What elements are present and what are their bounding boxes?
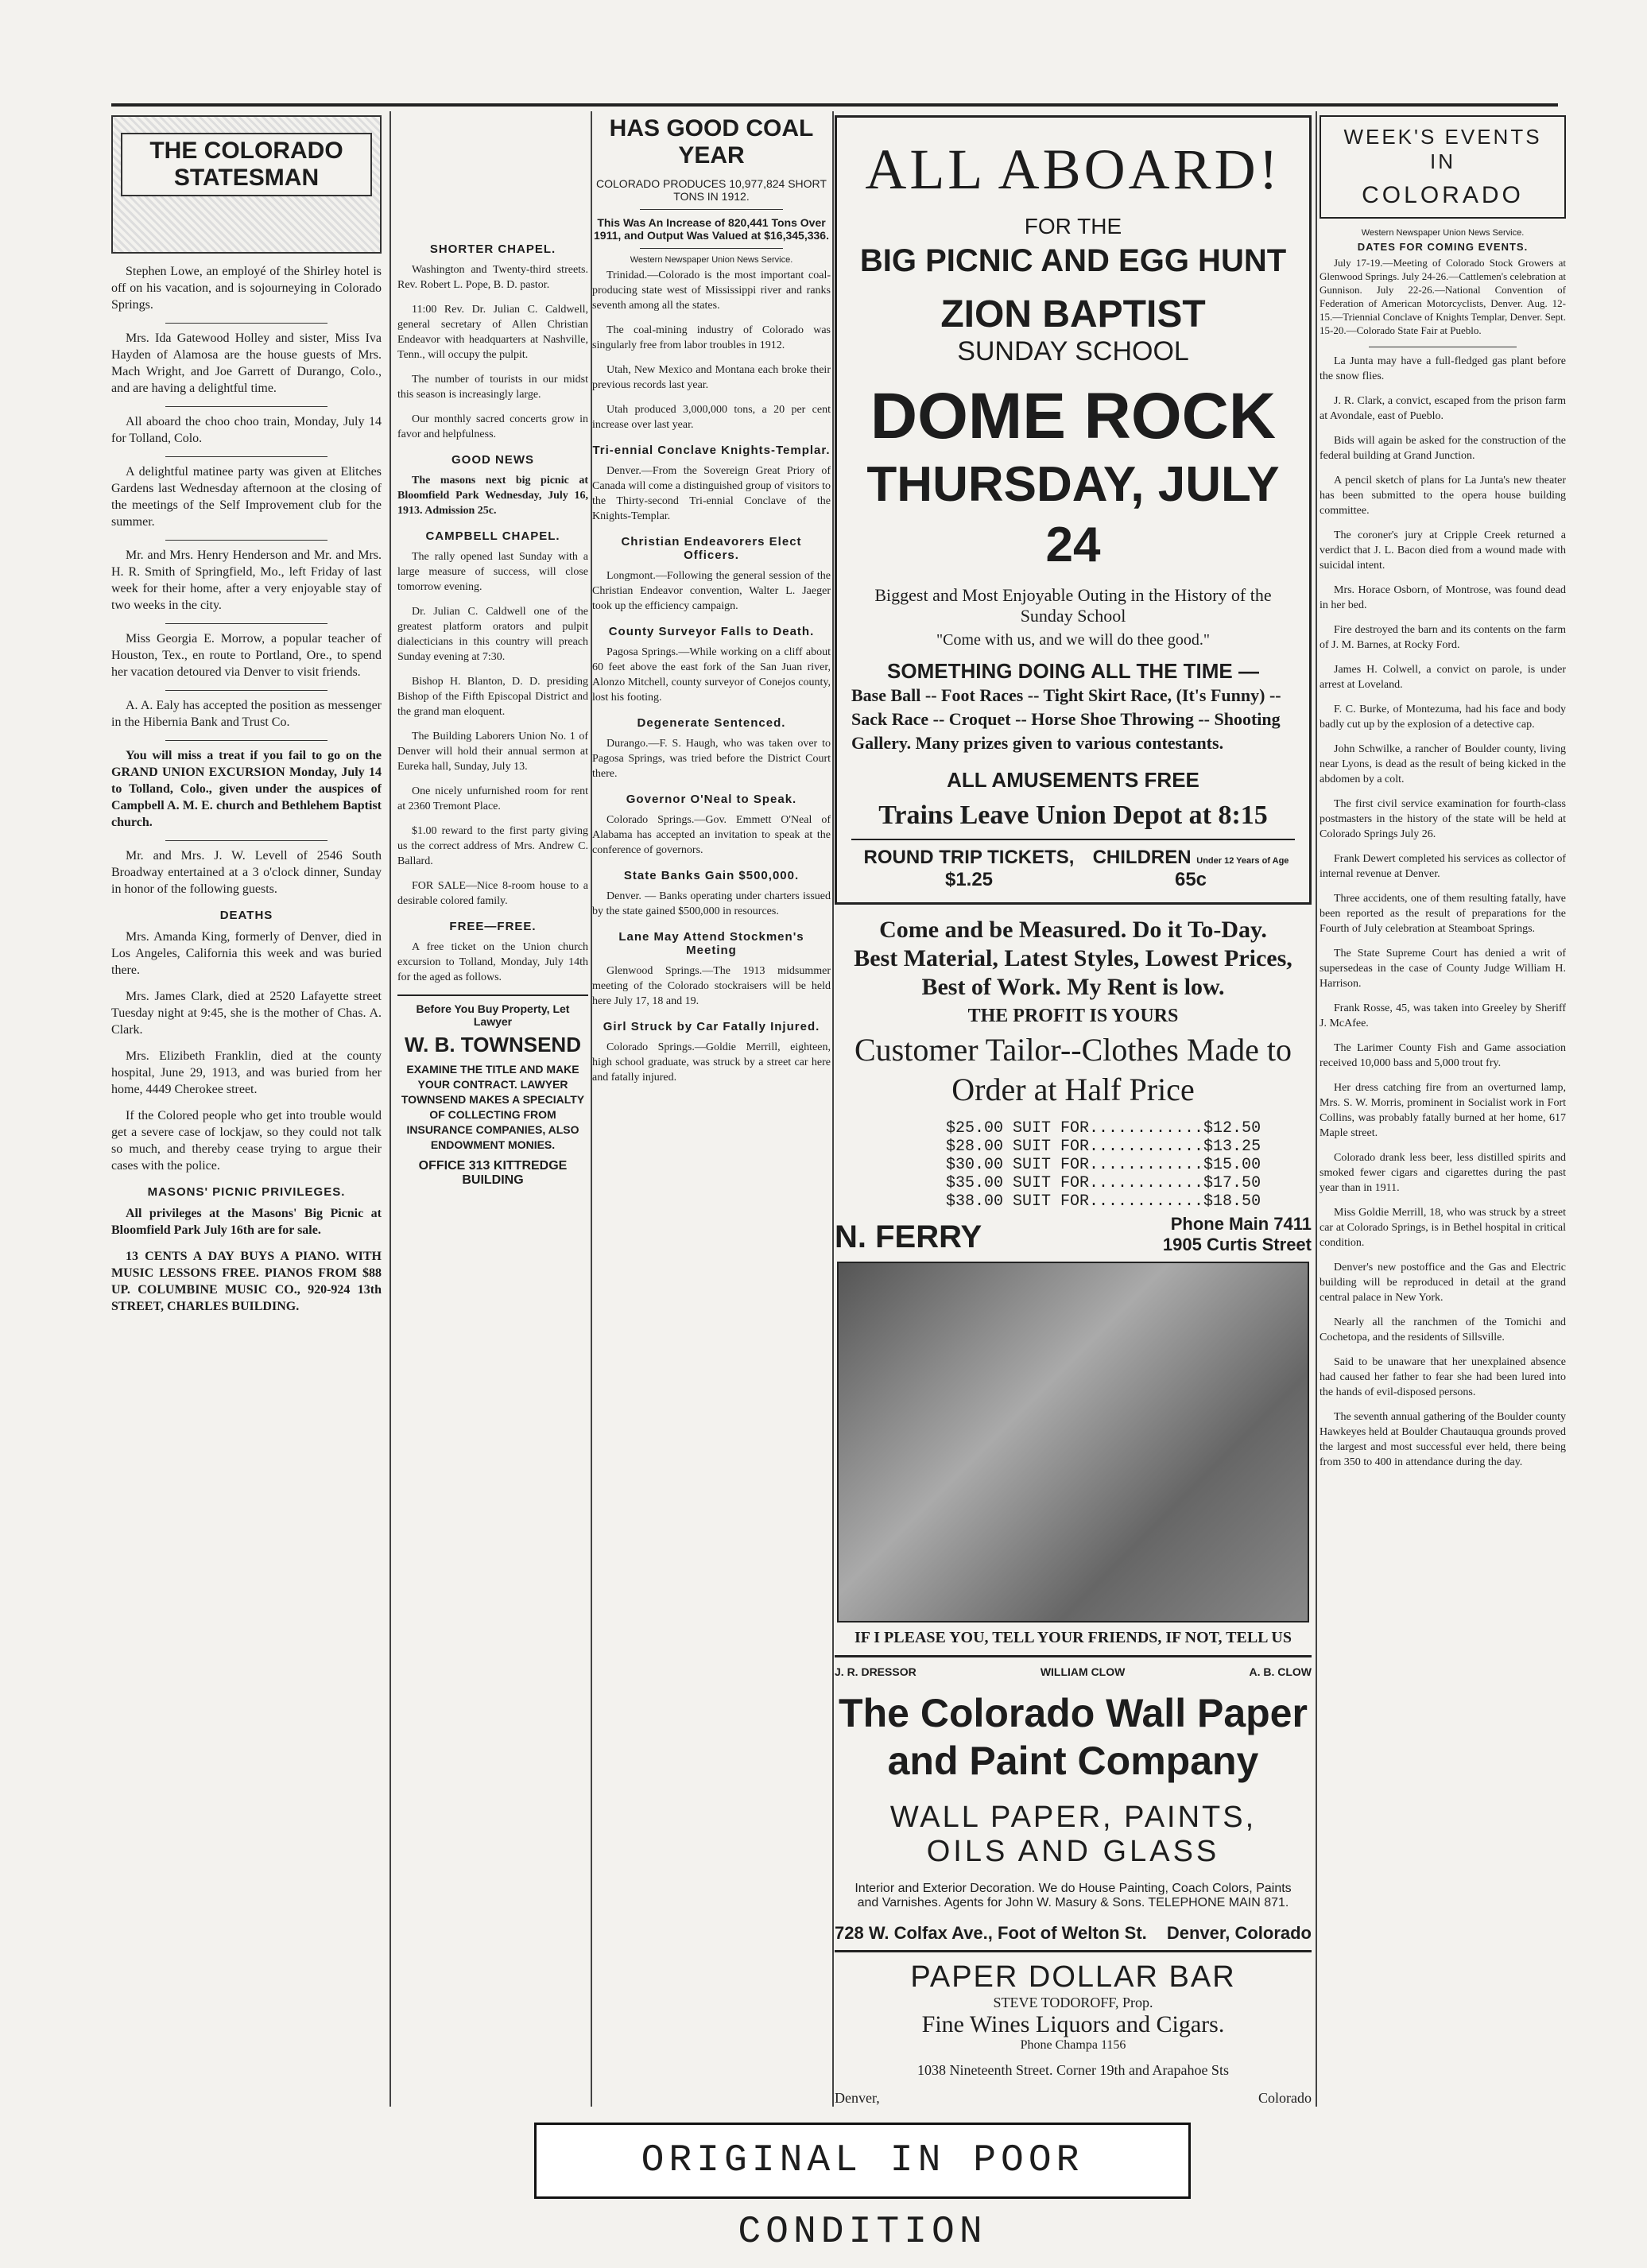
ad-text: WALL PAPER, PAINTS, [889, 1801, 1257, 1834]
paragraph: Denver.—From the Sovereign Great Priory of Canada will come a distinguished group of visitors to the Thirty-second Tri-ennial Conclave of the Knights-Templar. [592, 465, 831, 522]
ad-text: WEEK'S EVENTS [1343, 125, 1542, 149]
good-news-heading: GOOD NEWS [451, 453, 534, 467]
paragraph: Denver. — Banks operating under charters issued by the state gained $500,000 in resources. [592, 890, 831, 917]
paragraph: One nicely unfurnished room for rent at 2360 Tremont Place. [397, 785, 588, 812]
wallpaper-address [835, 1923, 1312, 1952]
paragraph: The rally opened last Sunday with a large measure of success, will close tomorrow evening. [397, 551, 588, 593]
suit-price: $35.00 SUIT FOR............$17.50 [946, 1174, 1261, 1192]
ad-text: ZION BAPTIST [940, 293, 1206, 335]
masons-heading: MASONS' PICNIC PRIVILEGES. [147, 1185, 346, 1199]
paragraph: A. A. Ealy has accepted the position as messenger in the Hibernia Bank and Trust Co. [111, 699, 382, 729]
paragraph: Mrs. Ida Gatewood Holley and sister, Miss Iva Hayden of Alamosa are the house guests of Mrs. Mach Wright, and Joe Garrett of Durango, Colo., and are having a delightful time. [111, 331, 382, 395]
city: Denver, Colorado [1166, 1923, 1312, 1943]
ad-text: SOMETHING DOING ALL THE TIME — [887, 659, 1259, 683]
ad-text: Order at Half Price [951, 1072, 1195, 1107]
ad-text: FOR THE [1024, 214, 1122, 238]
paragraph: F. C. Burke, of Montezuma, had his face and body badly cut up by the explosion of a detective cap. [1320, 704, 1566, 731]
paragraph: Colorado Springs.—Goldie Merrill, eighteen, high school graduate, was struck by a street car here and fatally injured. [592, 1041, 831, 1084]
paragraph: July 17-19.—Meeting of Colorado Stock Growers at Glenwood Springs. July 24-26.—Cattlemen's celebration at Gunnison. July 22-26.—National Convention of Federation of American Motorcyclists, Denver. Aug. 12-15.—Triennial Conclave of Knights Templar, Denver. Sept. 15-20.—Colorado State Fair at Pueblo. [1320, 257, 1566, 336]
paragraph: Nearly all the ranchmen of the Tomichi and Cochetopa, and the residents of Sillsville. [1320, 1316, 1566, 1343]
paragraph: Three accidents, one of them resulting fatally, have been reported as the result of preparations for the Fourth of July celebration at Steamboat Springs. [1320, 893, 1566, 935]
paragraph: Glenwood Springs.—The 1913 midsummer meeting of the Colorado stockraisers will be held here July 17, 18 and 19. [592, 965, 831, 1007]
paragraph: All privileges at the Masons' Big Picnic at Bloomfield Park July 16th are for sale. [111, 1207, 382, 1237]
paragraph: Mr. and Mrs. J. W. Levell of 2546 South Broadway entertained at a 3 o'clock dinner, Sunday in honor of the following guests. [111, 849, 382, 896]
news-service: Western Newspaper Union News Service. [1361, 228, 1525, 238]
excursion-notice: You will miss a treat if you fail to go on the GRAND UNION EXCURSION Monday, July 14 to Tolland, Colo., given under the auspices of Campbell A. M. E. church and Bethlehem Baptist church. [111, 749, 382, 829]
column-3 [592, 115, 831, 2103]
article-heading: Governor O'Neal to Speak. [626, 793, 797, 806]
masthead-logo [111, 115, 382, 254]
lawyer-intro: Before You Buy Property, Let Lawyer [416, 1002, 570, 1028]
paragraph: The coroner's jury at Cripple Creek returned a verdict that J. L. Bacon died from a wound made with suicidal intent. [1320, 529, 1566, 572]
tailor-contact [835, 1214, 1312, 1255]
paragraph: Trinidad.—Colorado is the most important coal-producing state west of Mississippi river and ranks seventh among all the states. [592, 269, 831, 312]
paragraph: The coal-mining industry of Colorado was singularly free from labor troubles in 1912. [592, 324, 831, 351]
paragraph: Said to be unaware that her unexplained absence had caused her father to fear she had been lured into the hands of evil-disposed persons. [1320, 1356, 1566, 1398]
suit-price: $28.00 SUIT FOR............$13.25 [946, 1138, 1261, 1156]
paragraph: A delightful matinee party was given at Elitches Gardens last Wednesday afternoon at the closing of the meetings of the Self Improvement club for the summer. [111, 465, 382, 529]
tailor-address: 1905 Curtis Street [1162, 1235, 1312, 1254]
paragraph: La Junta may have a full-fledged gas plant before the snow flies. [1320, 355, 1566, 382]
owner-names [835, 1665, 1312, 1678]
bar-ad [835, 1960, 1312, 2107]
paragraph: Mrs. Horace Osborn, of Montrose, was found dead in her bed. [1320, 584, 1566, 611]
ad-text: STEVE TODOROFF, Prop. [993, 1995, 1153, 2010]
paragraph: The Building Laborers Union No. 1 of Denver will hold their annual sermon at Eureka hall, Sunday, July 13. [397, 731, 588, 773]
ad-text: Best Material, Latest Styles, Lowest Prices, [854, 945, 1292, 971]
paragraph: The Larimer County Fish and Game association received 10,000 bass and 5,000 trout fry. [1320, 1042, 1566, 1069]
paragraph: Her dress catching fire from an overturned lamp, Mrs. S. W. Morris, prominent in Socialist work in Fort Collins, was probably fatally burned at her home, 617 Maple street. [1320, 1082, 1566, 1139]
paragraph: Mrs. James Clark, died at 2520 Lafayette street Tuesday night at 9:45, she is the mother of Chas. A. Clark. [111, 990, 382, 1037]
owner-name: J. R. DRESSOR [835, 1665, 917, 1678]
all-aboard-title: ALL ABOARD! [865, 138, 1281, 201]
paragraph: James H. Colwell, a convict on parole, is under arrest at Loveland. [1320, 664, 1566, 691]
ad-tickets [851, 839, 1295, 891]
suit-prices [946, 1119, 1312, 1211]
ad-text: OILS AND GLASS [926, 1835, 1220, 1868]
paragraph: $1.00 reward to the first party giving us the correct address of Mrs. Andrew C. Ballard. [397, 825, 588, 867]
paragraph: 11:00 Rev. Dr. Julian C. Caldwell, general secretary of Allen Christian Endeavor with headquarters at Nashville, Tenn., will occupy the pulpit. [397, 304, 588, 361]
ad-text: Trains Leave Union Depot at 8:15 [878, 801, 1268, 830]
paragraph: Our monthly sacred concerts grow in favor and helpfulness. [397, 413, 588, 440]
article-heading: Tri-ennial Conclave Knights-Templar. [592, 444, 831, 457]
children-label: CHILDREN [1092, 847, 1192, 868]
ad-text: "Come with us, and we will do thee good." [936, 631, 1211, 649]
paragraph: Denver's new postoffice and the Gas and Electric building will be reproduced in detail at the grand central palace in New York. [1320, 1262, 1566, 1304]
dates-heading: DATES FOR COMING EVENTS. [1357, 241, 1529, 253]
paragraph: Mrs. Elizibeth Franklin, died at the county hospital, June 29, 1913, and was buried from her home, 4449 Cherokee street. [111, 1049, 382, 1096]
lawyer-office: OFFICE 313 KITTREDGE BUILDING [418, 1159, 568, 1187]
paragraph: Fire destroyed the barn and its contents on the farm of J. M. Barnes, at Rocky Ford. [1320, 624, 1566, 651]
paragraph: The State Supreme Court has denied a writ of supersedeas in the case of County Judge William H. Harrison. [1320, 948, 1566, 990]
children-price: 65c [1174, 869, 1207, 890]
address: 728 W. Colfax Ave., Foot of Welton St. [835, 1923, 1147, 1943]
paragraph: Durango.—F. S. Haugh, who was taken over to Pagosa Springs, was tried before the District Court there. [592, 738, 831, 780]
deaths-heading: DEATHS [219, 909, 273, 922]
paragraph: Washington and Twenty-third streets. Rev. Robert L. Pope, B. D. pastor. [397, 264, 588, 291]
column-5 [1320, 115, 1566, 2119]
paragraph: All aboard the choo choo train, Monday, July 14 for Tolland, Colo. [111, 415, 382, 445]
owner-name: WILLIAM CLOW [1040, 1665, 1126, 1678]
ad-text: Base Ball -- Foot Races -- Tight Skirt Race, (It's Funny) -- Sack Race -- Croquet -- Horse Shoe Throwing -- Shooting Gallery. Many prizes given to various contestants. [851, 685, 1281, 753]
paragraph: Bishop H. Blanton, D. D. presiding Bishop of the Fifth Episcopal District and the grand man eloquent. [397, 676, 588, 718]
ad-text: THE PROFIT IS YOURS [967, 1006, 1179, 1026]
ad-text: ALL AMUSEMENTS FREE [947, 768, 1199, 792]
column-1 [111, 115, 382, 2103]
suit-price: $38.00 SUIT FOR............$18.50 [946, 1192, 1261, 1211]
city: Denver, [835, 2090, 880, 2106]
paragraph: FOR SALE—Nice 8-room house to a desirable colored family. [397, 880, 588, 907]
article-heading: Lane May Attend Stockmen's Meeting [618, 930, 804, 957]
ad-text: Phone Champa 1156 [1020, 2038, 1126, 2052]
ad-date: THURSDAY, JULY 24 [866, 457, 1280, 572]
tailor-phone: Phone Main 7411 [1170, 1214, 1312, 1234]
free-heading: FREE—FREE. [449, 920, 537, 933]
campbell-chapel-heading: CAMPBELL CHAPEL. [425, 529, 560, 543]
paragraph: A pencil sketch of plans for La Junta's new theater has been submitted to the opera house building committee. [1320, 475, 1566, 517]
ad-text: Interior and Exterior Decoration. We do House Painting, Coach Colors, Paints and Varnishes. Agents for John W. Masury & Sons. TELEPHONE MAIN 871. [855, 1882, 1292, 1909]
ad-text: 1038 Nineteenth Street. Corner 19th and Arapahoe Sts [917, 2062, 1229, 2078]
column-rule [389, 111, 391, 2107]
paragraph: The first civil service examination for fourth-class postmasters in the history of the state will be held at Colorado Springs July 26. [1320, 798, 1566, 840]
column-2 [397, 115, 588, 2103]
paragraph: Utah, New Mexico and Montana each broke their previous records last year. [592, 364, 831, 391]
ad-text: COLORADO [1362, 182, 1524, 208]
paragraph: Colorado drank less beer, less distilled spirits and smoked fewer cigars and cigarettes during the past year than in 1911. [1320, 1152, 1566, 1194]
ad-text: IN [1430, 149, 1455, 173]
wallpaper-ad [835, 1655, 1312, 1952]
top-rule [111, 103, 1558, 107]
paragraph: Longmont.—Following the general session of the Christian Endeavor convention, Walter L. Jaeger took up the efficiency campaign. [592, 570, 831, 612]
poor-condition-stamp: ORIGINAL IN POOR CONDITION [534, 2123, 1191, 2199]
children-age: Under 12 Years of Age [1196, 856, 1289, 866]
lawyer-body: EXAMINE THE TITLE AND MAKE YOUR CONTRACT. LAWYER TOWNSEND MAKES A SPECIALTY OF COLLECTING FROM INSURANCE COMPANIES, ALSO ENDOWMENT MONIES. [401, 1063, 585, 1151]
ad-title: The Colorado Wall Paper [839, 1691, 1308, 1735]
tailor-photo [837, 1262, 1309, 1622]
paragraph: J. R. Clark, a convict, escaped from the prison farm at Avondale, east of Pueblo. [1320, 395, 1566, 422]
ad-text: BIG PICNIC AND EGG HUNT [859, 243, 1287, 278]
article-heading: County Surveyor Falls to Death. [608, 625, 815, 638]
paragraph: Mrs. Amanda King, formerly of Denver, died in Los Angeles, California this week and was buried there. [111, 930, 382, 977]
column-rule [1316, 111, 1317, 2107]
ad-text: SUNDAY SCHOOL [957, 336, 1189, 366]
coal-subhead-2: This Was An Increase of 820,441 Tons Over 1911, and Output Was Valued at $16,345,336. [594, 216, 829, 242]
article-heading: Christian Endeavorers Elect Officers. [621, 535, 802, 562]
paragraph: The number of tourists in our midst this season is increasingly large. [397, 374, 588, 401]
column-rule [832, 111, 834, 2107]
piano-ad: 13 CENTS A DAY BUYS A PIANO. WITH MUSIC LESSONS FREE. PIANOS FROM $88 UP. COLUMBINE MUSIC CO., 920-924 13th STREET, CHARLES BUILDING. [111, 1250, 382, 1313]
ad-text: Fine Wines Liquors and Cigars. [921, 2011, 1225, 2037]
coal-subhead: COLORADO PRODUCES 10,977,824 SHORT TONS IN 1912. [596, 177, 827, 203]
ad-title: and Paint Company [887, 1739, 1259, 1783]
paragraph: Stephen Lowe, an employé of the Shirley hotel is off on his vacation, and is sojourneying in Colorado Springs. [111, 265, 382, 312]
news-service: Western Newspaper Union News Service. [630, 255, 793, 265]
column-4-ads [835, 115, 1312, 2119]
masthead-title: THE COLORADO STATESMAN [121, 133, 372, 196]
paragraph: If the Colored people who get into trouble would get a severe case of lockjaw, so they could not talk so much, and thereby cease trying to argue their cases with the police. [111, 1109, 382, 1173]
owner-name: A. B. CLOW [1249, 1665, 1312, 1678]
paragraph: John Schwilke, a rancher of Boulder county, living near Lyons, is dead as the result of being kicked in the abdomen by a colt. [1320, 743, 1566, 785]
ad-text: Biggest and Most Enjoyable Outing in the History of the Sunday School [874, 585, 1272, 626]
ad-text: Come and be Measured. Do it To-Day. [879, 917, 1267, 943]
shorter-chapel-heading: SHORTER CHAPEL. [429, 242, 556, 256]
picnic-ad [835, 115, 1312, 905]
paragraph: Miss Goldie Merrill, 18, who was struck by a street car at Colorado Springs, is in Bethel hospital in critical condition. [1320, 1207, 1566, 1249]
article-heading: State Banks Gain $500,000. [623, 869, 800, 882]
state: Colorado [1258, 2090, 1312, 2106]
paragraph: Mr. and Mrs. Henry Henderson and Mr. and Mrs. H. R. Smith of Springfield, Mo., left Friday of last week for their home, after a very enjoyable stay of two weeks in the city. [111, 549, 382, 612]
ticket-price: ROUND TRIP TICKETS, $1.25 [863, 847, 1075, 890]
paragraph: Miss Georgia E. Morrow, a popular teacher of Houston, Tex., en route to Portland, Ore., to spend her vacation detoured via Denver to visit friends. [111, 632, 382, 679]
paragraph: Bids will again be asked for the construction of the federal building at Grand Junction. [1320, 435, 1566, 462]
lawyer-name: W. B. TOWNSEND [405, 1033, 581, 1056]
paragraph: The seventh annual gathering of the Boulder county Hawkeyes held at Boulder Chautauqua grounds proved the largest and most successful ever held, there being from 350 to 400 in attendance during the day. [1320, 1411, 1566, 1468]
paragraph: Frank Dewert completed his services as collector of internal revenue at Denver. [1320, 853, 1566, 880]
ad-text: IF I PLEASE YOU, TELL YOUR FRIENDS, IF NOT, TELL US [855, 1629, 1292, 1646]
ad-text: Best of Work. My Rent is low. [921, 974, 1225, 1000]
coal-headline: HAS GOOD COAL YEAR [609, 115, 814, 169]
ad-place: DOME ROCK [870, 380, 1277, 452]
suit-price: $30.00 SUIT FOR............$15.00 [946, 1156, 1261, 1174]
paragraph: Dr. Julian C. Caldwell one of the greatest platform orators and pulpit dialecticians in this country will preach Sunday evening at 7:30. [397, 606, 588, 663]
tailor-ad [835, 916, 1312, 1647]
paragraph: Colorado Springs.—Gov. Emmett O'Neal of Alabama has accepted an invitation to speak at the conference of governors. [592, 814, 831, 856]
paragraph: Pagosa Springs.—While working on a cliff about 60 feet above the east fork of the San Juan river, Alonzo Mitchell, county surveyor of Conejos county, lost his footing. [592, 646, 831, 704]
article-heading: Degenerate Sentenced. [637, 716, 786, 730]
ad-text: Customer Tailor--Clothes Made to [854, 1032, 1292, 1068]
paragraph: The masons next big picnic at Bloomfield Park Wednesday, July 16, 1913. Admission 25c. [397, 475, 588, 517]
bar-title: PAPER DOLLAR BAR [910, 1960, 1236, 1994]
weeks-events-header [1320, 115, 1566, 219]
paragraph: Utah produced 3,000,000 tons, a 20 per cent increase over last year. [592, 404, 831, 431]
paragraph: Frank Rosse, 45, was taken into Greeley by Sheriff J. McAfee. [1320, 1002, 1566, 1029]
article-heading: Girl Struck by Car Fatally Injured. [603, 1020, 820, 1033]
suit-price: $25.00 SUIT FOR............$12.50 [946, 1119, 1261, 1138]
lawyer-ad [397, 994, 588, 1188]
paragraph: A free ticket on the Union church excursion to Tolland, Monday, July 14th for the aged as follows. [397, 941, 588, 983]
tailor-name: N. FERRY [835, 1219, 982, 1254]
bar-city [835, 2090, 1312, 2107]
